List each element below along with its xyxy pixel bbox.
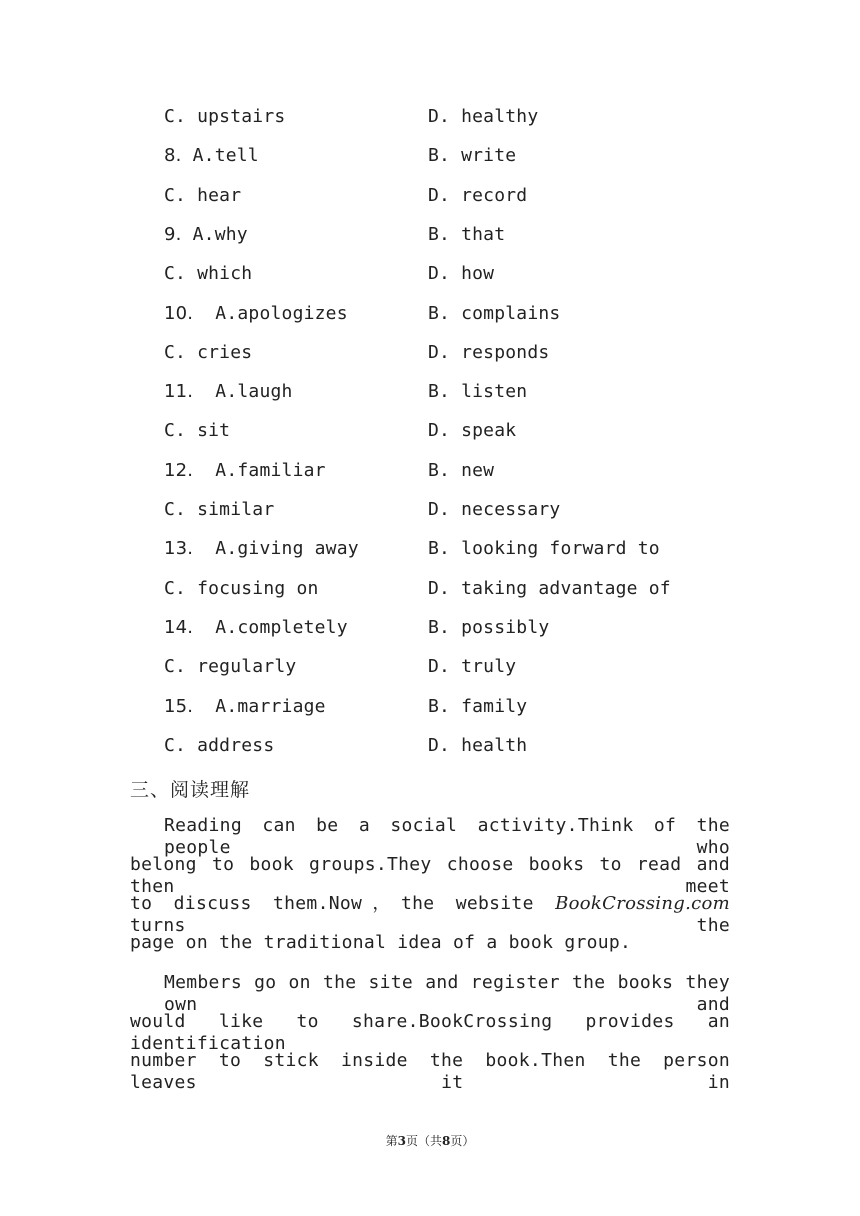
- option-right: D. truly: [428, 656, 517, 677]
- option-left: [164, 461, 326, 481]
- option-left: [164, 107, 285, 127]
- option-right: D. healthy: [428, 106, 539, 127]
- option-right: B. complains: [428, 303, 561, 324]
- option-left: [164, 343, 252, 363]
- option-text: A.familiar: [193, 460, 326, 481]
- footer-middle: 页（共: [405, 1134, 442, 1148]
- paragraph-1-line: Reading can be a social activity.Think of the people who: [164, 815, 730, 858]
- paragraph-1-line: page on the traditional idea of a book group.: [130, 932, 632, 953]
- question-number: 10.: [164, 303, 194, 324]
- question-number: 12.: [164, 460, 194, 481]
- option-text: A.apologizes: [193, 303, 348, 324]
- option-right: D. responds: [428, 342, 550, 363]
- option-left: [164, 186, 241, 206]
- option-text: A.laugh: [193, 381, 293, 402]
- website-name: BookCrossing.com: [555, 893, 730, 914]
- question-number: 11.: [164, 381, 194, 402]
- option-left: [164, 579, 319, 599]
- section-title: 三、阅读理解: [130, 779, 251, 801]
- question-number: 8.: [164, 145, 182, 166]
- option-text: C. focusing on: [164, 578, 319, 599]
- option-left: [164, 657, 296, 677]
- option-left: [164, 264, 252, 284]
- option-right: D. health: [428, 735, 528, 756]
- option-text: A.why: [181, 224, 248, 245]
- footer-page-number: 3: [397, 1134, 406, 1148]
- option-right: B. possibly: [428, 617, 550, 638]
- option-right: B. listen: [428, 381, 528, 402]
- option-left: [164, 736, 274, 756]
- question-number: 14.: [164, 617, 194, 638]
- paragraph-1-text: to discuss them.Now，the website: [130, 893, 556, 914]
- option-left: [164, 500, 274, 520]
- option-left: [164, 539, 359, 559]
- option-right: B. new: [428, 460, 495, 481]
- option-right: D. how: [428, 263, 495, 284]
- option-left: [164, 697, 326, 717]
- option-text: C. regularly: [164, 656, 297, 677]
- paragraph-1-line: belong to book groups.They choose books to read and then meet: [130, 854, 730, 897]
- option-right: D. necessary: [428, 499, 561, 520]
- paragraph-1-text: turns the: [130, 915, 730, 936]
- paragraph-2-line: Members go on the site and register the books they own and: [164, 972, 730, 1015]
- question-number: 15.: [164, 696, 194, 717]
- option-text: C. which: [164, 263, 253, 284]
- option-right: B. write: [428, 145, 517, 166]
- option-left: [164, 421, 230, 441]
- option-text: C. cries: [164, 342, 253, 363]
- option-left: [164, 225, 248, 245]
- option-left: [164, 618, 348, 638]
- option-text: A.marriage: [193, 696, 326, 717]
- option-right: B. that: [428, 224, 506, 245]
- footer-total-pages: 8: [442, 1134, 451, 1148]
- option-text: A.giving away: [193, 538, 359, 559]
- option-right: D. taking advantage of: [428, 578, 671, 599]
- option-left: [164, 382, 293, 402]
- paragraph-2-line: would like to share.BookCrossing provides an identification: [130, 1011, 730, 1054]
- page-footer: [0, 1132, 860, 1149]
- option-text: C. similar: [164, 499, 275, 520]
- option-text: A.tell: [181, 145, 259, 166]
- option-text: C. address: [164, 735, 275, 756]
- option-right: B. family: [428, 696, 528, 717]
- paragraph-1-line: [130, 893, 730, 937]
- question-number: 9.: [164, 224, 182, 245]
- option-text: A.completely: [193, 617, 348, 638]
- option-left: [164, 304, 348, 324]
- option-left: [164, 146, 259, 166]
- option-right: B. looking forward to: [428, 538, 660, 559]
- option-right: D. record: [428, 185, 528, 206]
- option-right: D. speak: [428, 420, 517, 441]
- paragraph-2-line: number to stick inside the book.Then the person leaves it in: [130, 1050, 730, 1093]
- footer-suffix: 页）: [450, 1134, 475, 1148]
- footer-prefix: 第: [385, 1134, 398, 1148]
- option-text: C. upstairs: [164, 106, 286, 127]
- option-text: C. hear: [164, 185, 242, 206]
- question-number: 13.: [164, 538, 194, 559]
- option-text: C. sit: [164, 420, 231, 441]
